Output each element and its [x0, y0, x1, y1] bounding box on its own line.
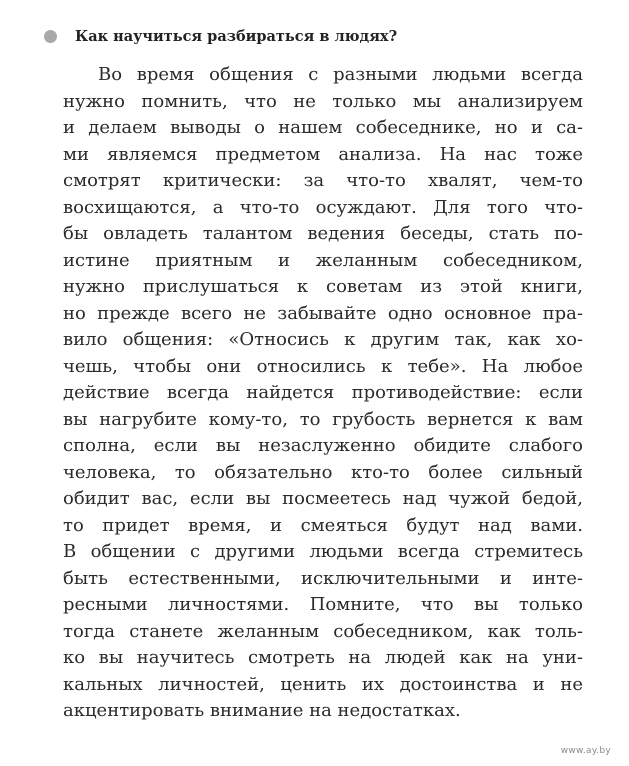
text-line: действие всегда найдется противодействие: если — [63, 382, 583, 403]
text-line: кальных личностей, ценить их достоинства и не — [63, 673, 583, 695]
section-title: Как научиться разбираться в людях? — [75, 27, 398, 45]
bullet-icon — [44, 30, 57, 43]
text-line: нужно помнить, что не только мы анализируем — [63, 90, 583, 112]
text-line: быть естественными, исключительными и инте- — [63, 567, 583, 589]
text-line: бы овладеть талантом ведения беседы, стать по- — [63, 223, 583, 244]
text-line: тогда станете желанным собеседником, как толь- — [63, 620, 583, 642]
text-line: обидит вас, если вы посмеетесь над чужой бедой, — [63, 488, 583, 509]
text-line: то придет время, и смеяться будут над вами. — [63, 514, 583, 536]
text-line: человека, то обязательно кто-то более сильный — [63, 461, 583, 483]
text-line: восхищаются, а что-то осуждают. Для того что- — [63, 196, 583, 218]
text-line: акцентировать внимание на недостатках. — [63, 700, 461, 721]
section-header — [44, 25, 397, 47]
text-line: и делаем выводы о нашем собеседнике, но и са- — [63, 117, 583, 138]
text-line: смотрят критически: за что-то хвалят, чем-то — [63, 170, 583, 191]
text-line: вы нагрубите кому-то, то грубость вернется к вам — [63, 408, 583, 430]
text-line: Во время общения с разными людьми всегда — [98, 64, 583, 85]
text-line: ресными личностями. Помните, что вы только — [63, 594, 583, 615]
text-line: чешь, чтобы они относились к тебе». На любое — [63, 355, 583, 377]
body-paragraph — [63, 62, 583, 725]
text-line: ми являемся предметом анализа. На нас тоже — [63, 143, 583, 165]
text-line: истине приятным и желанным собеседником, — [63, 249, 583, 271]
text-line: В общении с другими людьми всегда стремитесь — [63, 541, 583, 562]
text-line: вило общения: «Относись к другим так, как хо- — [63, 329, 583, 350]
text-line: но прежде всего не забывайте одно основное пра- — [63, 302, 583, 324]
text-line: нужно прислушаться к советам из этой книги, — [63, 276, 583, 297]
text-line: сполна, если вы незаслуженно обидите слабого — [63, 435, 583, 456]
watermark: www.ay.by — [560, 746, 611, 756]
text-line: ко вы научитесь смотреть на людей как на уни- — [63, 647, 583, 668]
